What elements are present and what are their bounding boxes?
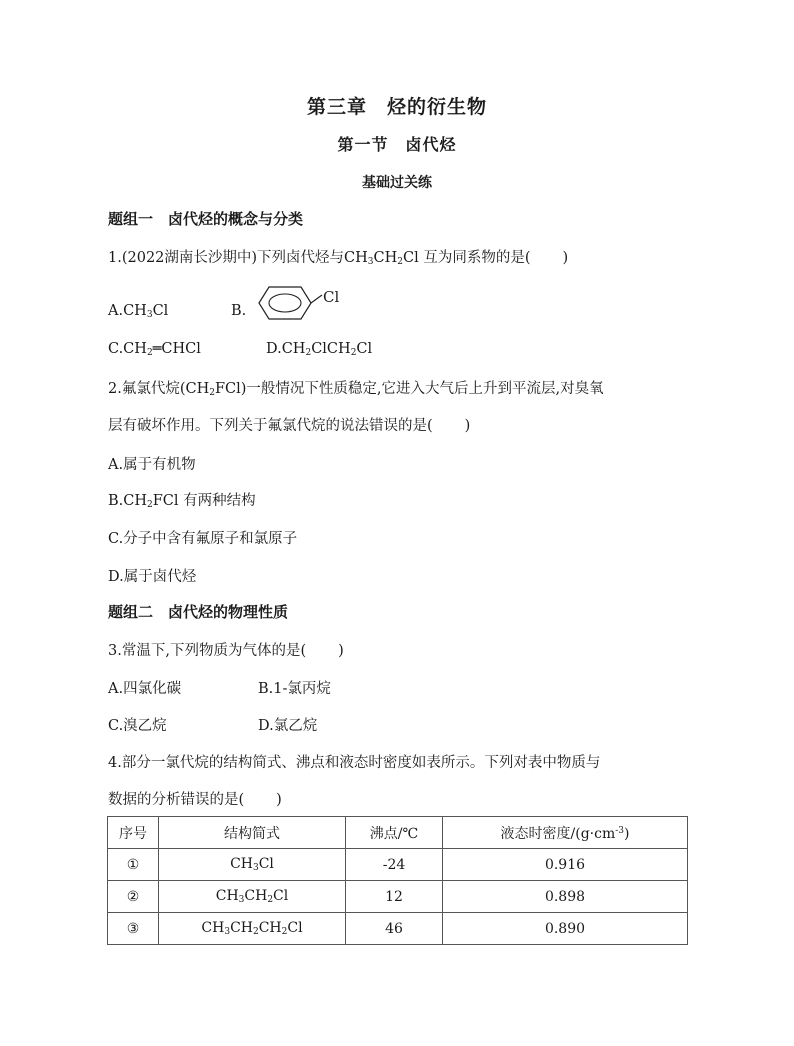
header-boiling-point: 沸点/℃ — [346, 817, 443, 849]
chlorobenzene-structure — [255, 283, 355, 323]
section-title: 第一节 卤代烃 — [337, 135, 457, 154]
header-no: 序号 — [108, 817, 159, 849]
header-formula: 结构简式 — [159, 817, 346, 849]
q2-option-b: $B.CH_2FCl$ 有两种结构 — [108, 493, 256, 510]
row-boiling-point: 46 — [346, 913, 443, 945]
q2-option-a: A.属于有机物 — [108, 457, 196, 473]
alkyl-chloride-table — [107, 816, 688, 945]
exercise-subtitle: 基础过关练 — [362, 175, 432, 191]
row-density: 0.916 — [443, 849, 688, 881]
row-boiling-point: 12 — [346, 881, 443, 913]
row-density: 0.890 — [443, 913, 688, 945]
q2-stem-line2: 层有破坏作用。下列关于氟氯代烷的说法错误的是( ) — [108, 418, 471, 434]
q2-stem-line1: 2.氟氯代烷$(CH_2FCl)$一般情况下性质稳定,它进入大气后上升到平流层,对臭氧 — [108, 381, 604, 398]
table-row — [108, 849, 688, 881]
table-row — [108, 913, 688, 945]
table-row — [108, 881, 688, 913]
chlorine-label: Cl — [323, 288, 340, 306]
q1-option-b: B. — [231, 303, 247, 319]
q3-stem: 3.常温下,下列物质为气体的是( ) — [108, 643, 344, 659]
row-number: ① — [108, 849, 159, 881]
group1-heading: 题组一 卤代烃的概念与分类 — [108, 210, 304, 228]
q1-stem: 1.(2022湖南长沙期中)下列卤代烃与$CH_3CH_2Cl$ 互为同系物的是( ) — [108, 250, 569, 267]
row-number: ② — [108, 881, 159, 913]
row-formula: $CH_3CH_2CH_2Cl$ — [159, 913, 346, 945]
q3-option-c: C.溴乙烷 — [108, 718, 167, 734]
row-density: 0.898 — [443, 881, 688, 913]
table-header-row — [108, 817, 688, 849]
q3-option-a: A.四氯化碳 — [108, 681, 182, 697]
row-formula: $CH_3CH_2Cl$ — [159, 881, 346, 913]
group2-heading: 题组二 卤代烃的物理性质 — [108, 603, 289, 621]
chapter-title: 第三章 烃的衍生物 — [306, 96, 487, 118]
q4-stem-line2: 数据的分析错误的是( ) — [108, 792, 282, 808]
q2-option-d: D.属于卤代烃 — [108, 569, 197, 585]
row-number: ③ — [108, 913, 159, 945]
q1-option-a: $A.CH_3Cl$ — [108, 303, 169, 320]
q3-option-d: D.氯乙烷 — [258, 718, 318, 734]
q1-option-c: $C.CH_2═CHCl$ — [108, 341, 201, 358]
q1-option-d: $D.CH_2ClCH_2Cl$ — [266, 341, 373, 358]
row-formula: $CH_3Cl$ — [159, 849, 346, 881]
row-boiling-point: -24 — [346, 849, 443, 881]
header-density: 液态时密度$/(g\cdot cm^{-3})$ — [443, 817, 688, 849]
q2-option-c: C.分子中含有氟原子和氯原子 — [108, 531, 298, 547]
q3-option-b: B.1-氯丙烷 — [258, 681, 331, 697]
q4-stem-line1: 4.部分一氯代烷的结构简式、沸点和液态时密度如表所示。下列对表中物质与 — [108, 755, 601, 771]
